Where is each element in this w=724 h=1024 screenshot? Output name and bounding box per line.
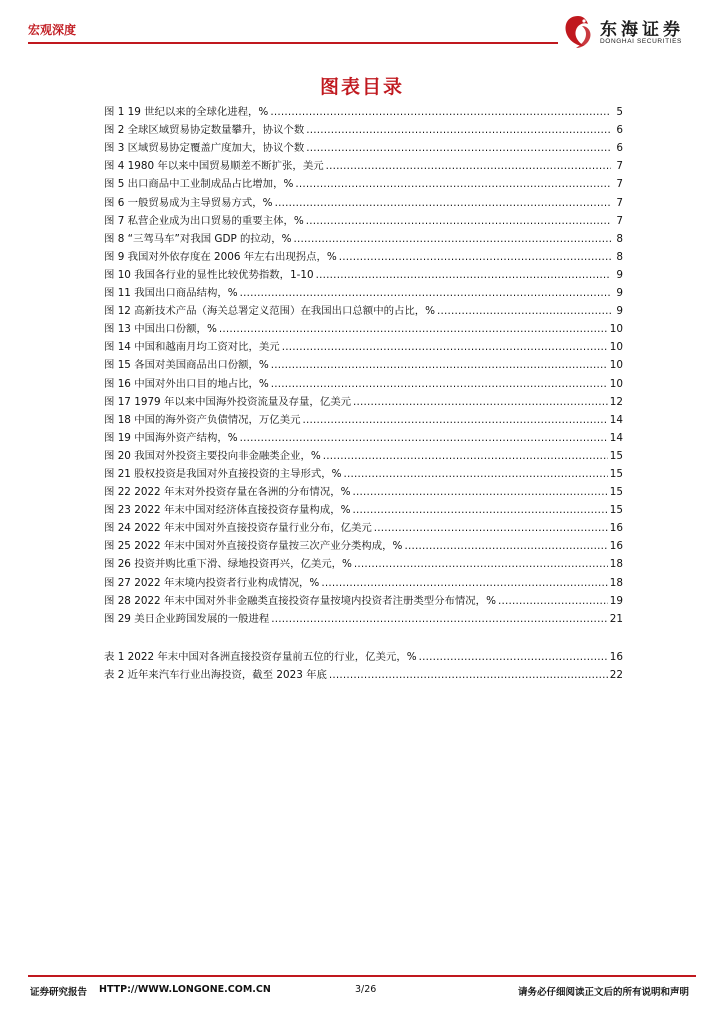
toc-figure-entry[interactable] (104, 282, 623, 300)
footer-rule (28, 975, 696, 977)
toc-figure-entry-label: 图 16 中国对外出口目的地占比，% (104, 377, 269, 390)
dot-leader (275, 197, 611, 210)
toc-figure-entry-label: 图 27 2022 年末境内投资者行业构成情况，% (104, 576, 320, 589)
page-title: 图表目录 (319, 76, 404, 98)
toc-figure-entry[interactable] (104, 571, 623, 589)
dot-leader (219, 323, 608, 336)
toc-figure-entry-label: 图 13 中国出口份额，% (104, 323, 217, 336)
toc-figure-entry-page-number: 6 (616, 142, 623, 155)
dot-leader (316, 269, 611, 282)
toc-figure-entry[interactable] (104, 228, 623, 246)
toc-figure-entry-label: 图 20 我国对外投资主要投向非金融类企业，% (104, 449, 321, 462)
toc-figure-entry-label: 图 22 2022 年末对外投资存量在各洲的分布情况，% (104, 486, 351, 499)
toc-figure-entry-page-number: 10 (609, 359, 623, 372)
dot-leader (240, 287, 611, 300)
toc-figure-entry[interactable] (104, 137, 623, 155)
logo-chinese-text: 东海证券 (600, 20, 684, 40)
toc-figure-entry[interactable] (104, 191, 623, 209)
toc-figure-entry[interactable] (104, 391, 623, 409)
toc-figure-entry-page-number: 15 (609, 486, 623, 499)
toc-figure-entry-label: 图 4 1980 年以来中国贸易顺差不断扩张，美元 (104, 160, 324, 173)
footer-page-number: 3/26 (355, 984, 377, 995)
toc-figure-entry-page-number: 12 (609, 395, 623, 408)
toc-figure-entry[interactable] (104, 481, 623, 499)
toc-figure-entry-page-number: 9 (616, 268, 623, 281)
section-label: 宏观深度 (28, 23, 77, 37)
toc-figure-entry-label: 图 19 中国海外资产结构，% (104, 431, 238, 444)
dot-leader (437, 305, 611, 318)
dot-leader (498, 595, 608, 608)
toc-figure-entry-label: 图 14 中国和越南月均工资对比，美元 (104, 341, 280, 354)
toc-figure-entry-page-number: 16 (609, 522, 623, 535)
toc-figure-entry[interactable] (104, 409, 623, 427)
toc-figure-entry[interactable] (104, 590, 623, 608)
toc-figure-entry-label: 图 28 2022 年末中国对外非金融类直接投资存量按境内投资者注册类型分布情况，% (104, 594, 496, 607)
toc-figure-entry-label: 图 8 “三驾马车”对我国 GDP 的拉动，% (104, 232, 292, 245)
dot-leader (293, 233, 611, 246)
dot-leader (306, 124, 611, 137)
dot-leader (326, 160, 611, 173)
toc-figure-entry[interactable] (104, 427, 623, 445)
toc-figure-entry[interactable] (104, 300, 623, 318)
dragon-logo-icon (560, 12, 596, 52)
dot-leader (323, 450, 608, 463)
header-rule (28, 42, 558, 44)
toc-figure-entry-page-number: 15 (609, 504, 623, 517)
figure-list (104, 101, 623, 626)
toc-figure-entry-label: 图 9 我国对外依存度在 2006 年左右出现拐点，% (104, 250, 337, 263)
toc-figure-entry-page-number: 8 (616, 232, 623, 245)
toc-figure-entry[interactable] (104, 173, 623, 191)
toc-figure-entry-page-number: 7 (616, 178, 623, 191)
toc-table-entry-label: 表 2 近年来汽车行业出海投资，截至 2023 年底 (104, 669, 327, 682)
toc-figure-entry-page-number: 16 (609, 540, 623, 553)
toc-figure-entry[interactable] (104, 499, 623, 517)
toc-figure-entry-label: 图 29 美日企业跨国发展的一般进程 (104, 612, 270, 625)
footer-url-link[interactable]: HTTP://WWW.LONGONE.COM.CN (99, 984, 271, 995)
toc-figure-entry[interactable] (104, 318, 623, 336)
toc-table-entry-page-number: 16 (609, 651, 623, 664)
toc-figure-entry[interactable] (104, 608, 623, 626)
toc-figure-entry-label: 图 15 各国对美国商品出口份额，% (104, 359, 269, 372)
toc-figure-entry-label: 图 7 私营企业成为出口贸易的重要主体，% (104, 214, 304, 227)
toc-figure-entry-label: 图 25 2022 年末中国对外直接投资存量按三次产业分类构成，% (104, 540, 403, 553)
toc-figure-entry-page-number: 9 (616, 305, 623, 318)
toc-table-entry-label: 表 1 2022 年末中国对各洲直接投资存量前五位的行业，亿美元，% (104, 651, 417, 664)
toc-figure-entry-page-number: 9 (616, 287, 623, 300)
dot-leader (302, 414, 607, 427)
dot-leader (270, 106, 611, 119)
dot-leader (329, 669, 608, 682)
dot-leader (271, 613, 607, 626)
toc-figure-entry-page-number: 18 (609, 576, 623, 589)
table-list (104, 646, 623, 682)
toc-figure-entry[interactable] (104, 119, 623, 137)
dot-leader (240, 432, 608, 445)
toc-figure-entry-page-number: 14 (609, 413, 623, 426)
dot-leader (271, 359, 608, 372)
toc-figure-entry[interactable] (104, 264, 623, 282)
toc-figure-entry-page-number: 6 (616, 124, 623, 137)
logo-english-text: DONGHAI SECURITIES (600, 38, 682, 45)
dot-leader (353, 396, 608, 409)
toc-figure-entry-page-number: 7 (616, 214, 623, 227)
dot-leader (354, 558, 608, 571)
toc-figure-entry[interactable] (104, 445, 623, 463)
dot-leader (321, 577, 607, 590)
toc-figure-entry[interactable] (104, 101, 623, 119)
footer-report-type: 证券研究报告 (30, 987, 88, 998)
dot-leader (419, 651, 608, 664)
toc-figure-entry[interactable] (104, 155, 623, 173)
toc-figure-entry-page-number: 10 (609, 341, 623, 354)
footer-disclaimer: 请务必仔细阅读正文后的所有说明和声明 (518, 987, 690, 998)
toc-figure-entry-label: 图 5 出口商品中工业制成品占比增加，% (104, 178, 294, 191)
toc-figure-entry-label: 图 24 2022 年末中国对外直接投资存量行业分布，亿美元 (104, 522, 372, 535)
toc-figure-entry-page-number: 19 (609, 594, 623, 607)
toc-figure-entry-page-number: 14 (609, 431, 623, 444)
toc-figure-entry-label: 图 10 我国各行业的显性比较优势指数，1-10 (104, 268, 314, 281)
toc-figure-entry-page-number: 10 (609, 377, 623, 390)
dot-leader (339, 251, 611, 264)
toc-figure-entry[interactable] (104, 517, 623, 535)
toc-figure-entry-label: 图 3 区域贸易协定覆盖广度加大，协议个数 (104, 142, 305, 155)
toc-figure-entry-label: 图 26 投资并购比重下滑、绿地投资再兴，亿美元，% (104, 558, 352, 571)
toc-figure-entry-label: 图 18 中国的海外资产负债情况，万亿美元 (104, 413, 301, 426)
dot-leader (404, 540, 607, 553)
toc-figure-entry-label: 图 23 2022 年末中国对经济体直接投资存量构成，% (104, 504, 351, 517)
dot-leader (352, 504, 607, 517)
toc-figure-entry-page-number: 10 (609, 323, 623, 336)
toc-figure-entry[interactable] (104, 354, 623, 372)
toc-figure-entry[interactable] (104, 336, 623, 354)
dot-leader (271, 378, 608, 391)
toc-figure-entry-label: 图 21 股权投资是我国对外直接投资的主导形式，% (104, 467, 342, 480)
toc-figure-entry[interactable] (104, 463, 623, 481)
toc-figure-entry-label: 图 2 全球区域贸易协定数量攀升，协议个数 (104, 124, 305, 137)
toc-figure-entry[interactable] (104, 246, 623, 264)
toc-figure-entry[interactable] (104, 210, 623, 228)
toc-figure-entry-label: 图 1 19 世纪以来的全球化进程，% (104, 106, 269, 119)
toc-figure-entry-page-number: 8 (616, 250, 623, 263)
toc-figure-entry-page-number: 7 (616, 160, 623, 173)
toc-figure-entry-page-number: 15 (609, 467, 623, 480)
toc-figure-entry[interactable] (104, 553, 623, 571)
toc-figure-entry[interactable] (104, 535, 623, 553)
dot-leader (374, 522, 608, 535)
toc-figure-entry-page-number: 18 (609, 558, 623, 571)
toc-table-entry[interactable] (104, 664, 623, 682)
toc-figure-entry-page-number: 15 (609, 449, 623, 462)
dot-leader (295, 178, 611, 191)
toc-table-entry[interactable] (104, 646, 623, 664)
toc-figure-entry-label: 图 11 我国出口商品结构，% (104, 287, 238, 300)
dot-leader (344, 468, 608, 481)
toc-figure-entry-page-number: 21 (609, 612, 623, 625)
toc-figure-entry-label: 图 6 一般贸易成为主导贸易方式，% (104, 196, 273, 209)
toc-figure-entry-page-number: 5 (616, 106, 623, 119)
dot-leader (282, 341, 608, 354)
toc-figure-entry-label: 图 17 1979 年以来中国海外投资流量及存量，亿美元 (104, 395, 351, 408)
company-logo (560, 12, 700, 52)
toc-table-entry-page-number: 22 (609, 669, 623, 682)
dot-leader (306, 215, 611, 228)
dot-leader (352, 486, 607, 499)
dot-leader (306, 142, 611, 155)
toc-figure-entry[interactable] (104, 372, 623, 390)
toc-figure-entry-page-number: 7 (616, 196, 623, 209)
toc-figure-entry-label: 图 12 高新技术产品（海关总署定义范围）在我国出口总额中的占比，% (104, 305, 436, 318)
